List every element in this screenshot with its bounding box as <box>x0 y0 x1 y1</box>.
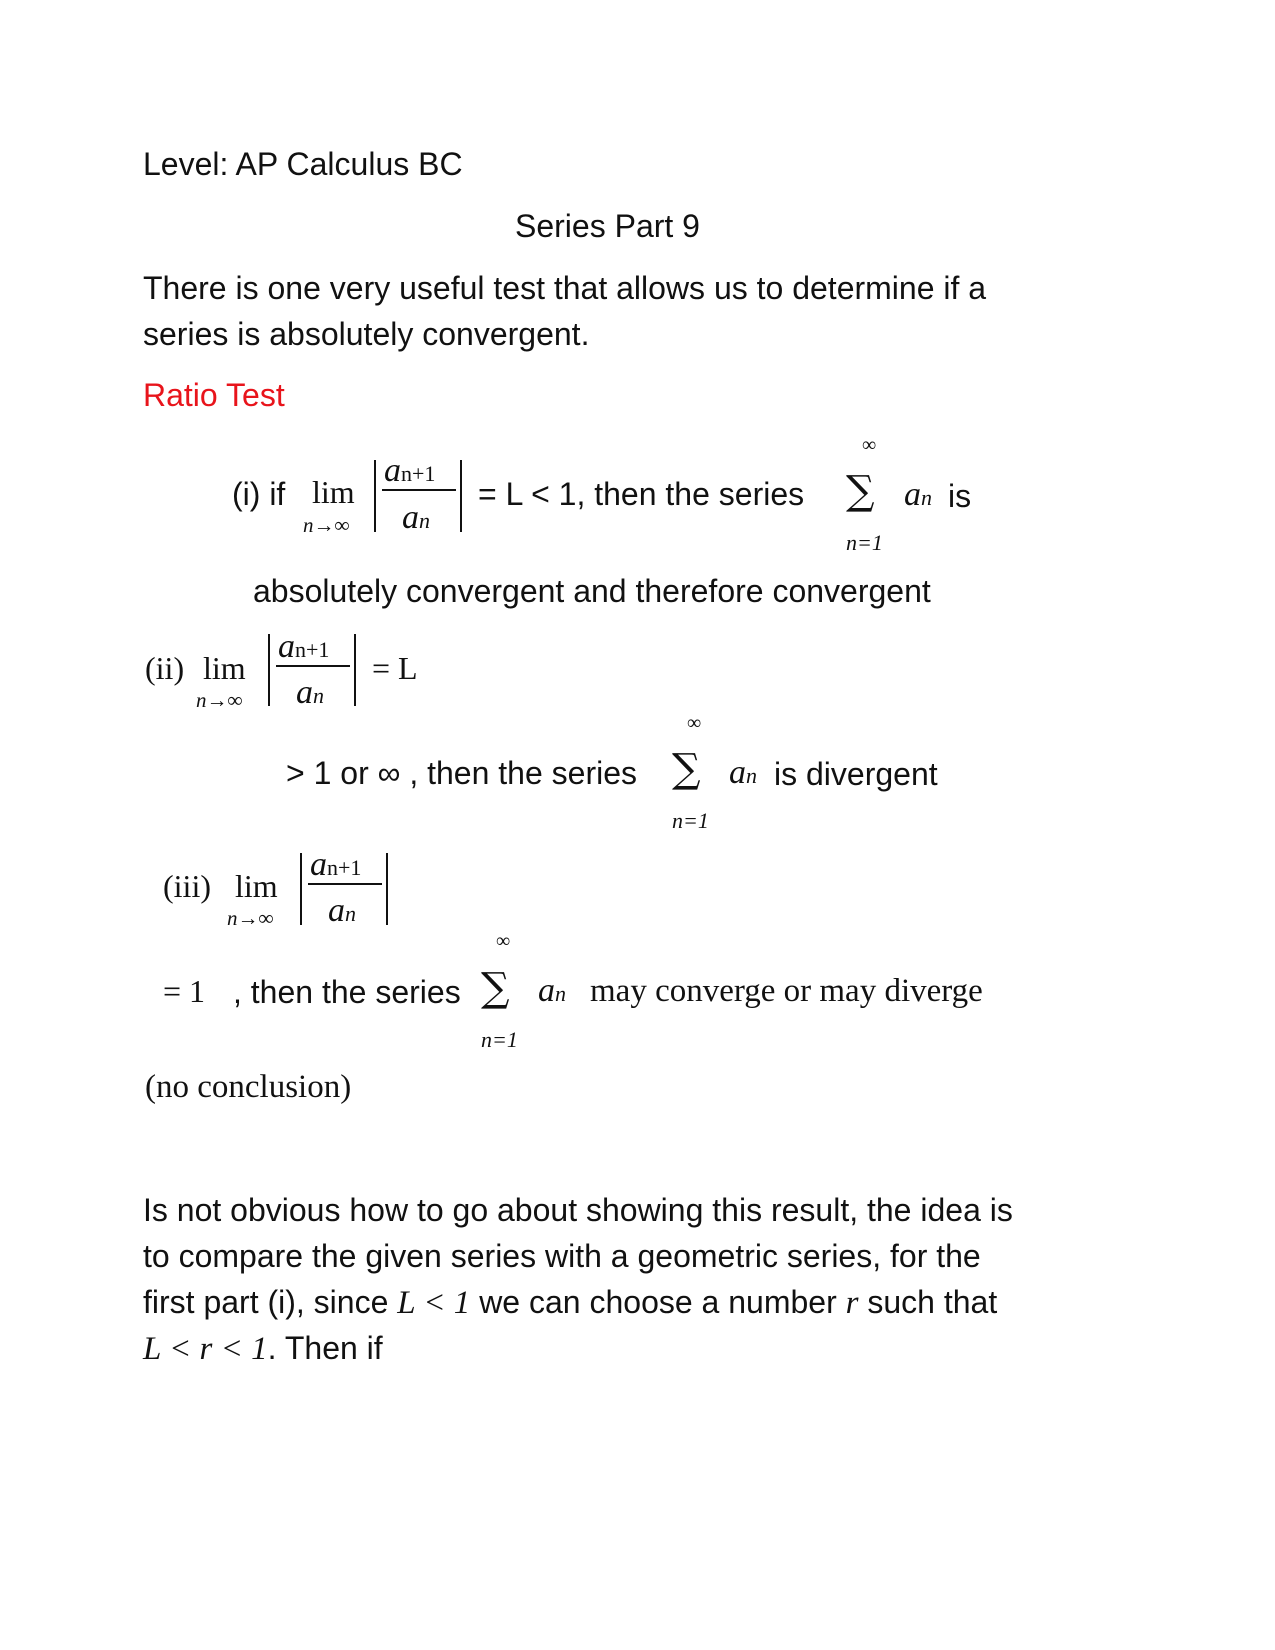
closing-math-l-lt-1: L < 1 <box>397 1285 471 1321</box>
case-2-fraction-bar <box>276 665 350 667</box>
case-3-numerator: an+1 <box>310 846 362 883</box>
case-2-abs-right <box>354 634 356 706</box>
case-3-equals: = 1 <box>163 973 206 1009</box>
case-3-sigma-icon: ∑ <box>481 965 510 1011</box>
case-3-condition: , then the series <box>233 974 461 1010</box>
case-1-term: an <box>904 476 932 513</box>
case-3-abs-right <box>386 853 388 925</box>
case-1-sum-top: ∞ <box>862 434 877 456</box>
closing-math-inequality: L < r < 1 <box>143 1331 268 1367</box>
case-3-lim: lim <box>235 868 278 904</box>
level-label: Level: AP Calculus BC <box>143 146 463 182</box>
section-heading: Ratio Test <box>143 377 285 413</box>
case-3-note: (no conclusion) <box>145 1069 352 1105</box>
case-1-lim-sub: n→∞ <box>303 513 350 537</box>
case-3-sum-bottom: n=1 <box>481 1027 518 1052</box>
case-2-lim: lim <box>203 650 246 686</box>
case-2-term: an <box>729 754 757 791</box>
case-3-lim-sub: n→∞ <box>227 906 274 930</box>
case-2-prefix: (ii) <box>145 650 185 686</box>
case-1-numerator: an+1 <box>384 452 436 489</box>
case-2-sigma-icon: ∑ <box>672 746 701 792</box>
case-2-numerator: an+1 <box>278 628 330 665</box>
closing-line-2: to compare the given series with a geometric series, for the <box>143 1238 981 1274</box>
case-1-lim: lim <box>312 474 355 510</box>
case-3-denominator: an <box>328 892 356 929</box>
case-1-fraction-bar <box>382 489 456 491</box>
case-2-equals: = L <box>372 650 418 686</box>
case-2-abs-left <box>268 634 270 706</box>
case-1-sigma-icon: ∑ <box>846 468 875 514</box>
case-2-sum-top: ∞ <box>687 712 702 734</box>
closing-math-r: r <box>845 1285 859 1321</box>
intro-line-1: There is one very useful test that allows us to determine if a <box>143 270 987 306</box>
case-1-abs-left <box>374 460 376 532</box>
case-2-lim-sub: n→∞ <box>196 688 243 712</box>
case-3-fraction-bar <box>308 883 382 885</box>
closing-line-3: first part (i), since L < 1 we can choose a number r such that <box>143 1284 998 1321</box>
case-3-abs-left <box>300 853 302 925</box>
case-2-condition: > 1 or ∞ , then the series <box>286 755 637 791</box>
page-title: Series Part 9 <box>515 208 700 244</box>
case-2-sum-bottom: n=1 <box>672 808 709 833</box>
case-1-continuation: absolutely convergent and therefore convergent <box>253 573 931 609</box>
case-1-abs-right <box>460 460 462 532</box>
case-3-suffix: may converge or may diverge <box>590 973 983 1009</box>
case-2-denominator: an <box>296 674 324 711</box>
case-1-prefix: (i) if <box>232 476 286 512</box>
closing-line-1: Is not obvious how to go about showing this result, the idea is <box>143 1192 1013 1228</box>
case-1-suffix: is <box>948 478 972 514</box>
case-1-condition: = L < 1, then the series <box>478 476 805 512</box>
case-1-denominator: an <box>402 499 430 536</box>
case-2-suffix: is divergent <box>774 756 938 792</box>
intro-line-2: series is absolutely convergent. <box>143 316 590 352</box>
case-3-sum-top: ∞ <box>496 930 511 952</box>
closing-line-4: L < r < 1. Then if <box>143 1330 383 1367</box>
case-3-term: an <box>538 972 566 1009</box>
case-3-prefix: (iii) <box>163 868 211 904</box>
case-1-sum-bottom: n=1 <box>846 530 883 555</box>
